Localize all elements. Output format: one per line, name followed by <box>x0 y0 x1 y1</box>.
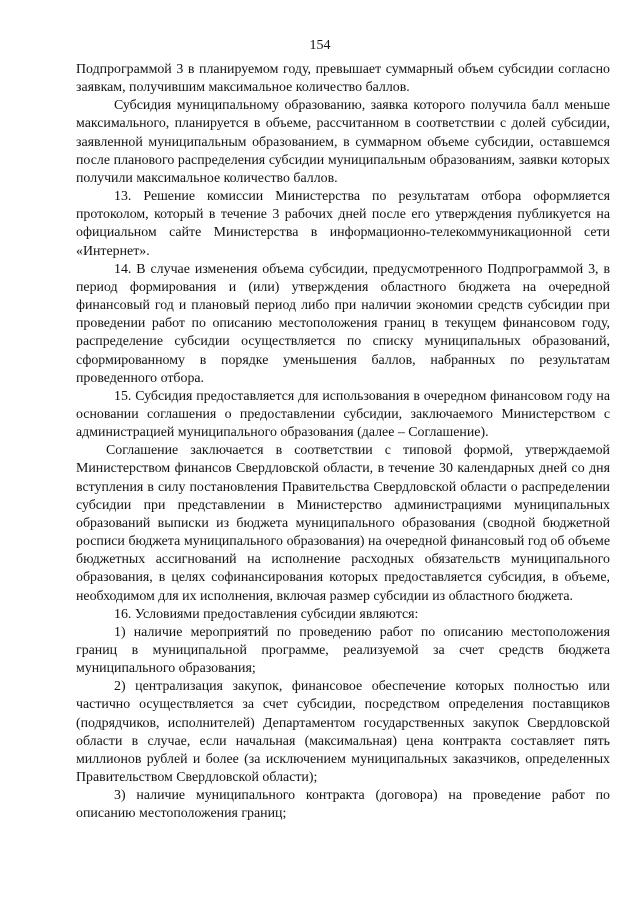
paragraph-item-15: 15. Субсидия предоставляется для использования в очередном финансовом году на основании соглашения о предоставлении субсидии, заключаемого Министерством с администрацией муниципального образования (далее – Соглашение). <box>76 388 610 441</box>
paragraph-continuation: Подпрограммой 3 в планируемом году, превышает суммарный объем субсидии согласно заявкам, получившим максимальное количество баллов. <box>76 62 610 96</box>
paragraph-condition-2: 2) централизация закупок, финансовое обеспечение которых полностью или частично осуществляется за счет субсидии, посредством определения поставщиков (подрядчиков, исполнителей) Департаментом государственных закупок Свердловской области в случае, если начальная (максимальная) цена контракта составляет пять миллионов рублей и более (за исключением муниципальных заказчиков, определенных Правительством Свердловской области); <box>76 679 610 786</box>
paragraph-item-13: 13. Решение комиссии Министерства по результатам отбора оформляется протоколом, который в течение 3 рабочих дней после его утверждения публикуется на официальном сайте Министерства в информационно-телекоммуникационной сети «Интернет». <box>76 189 610 259</box>
paragraph-condition-3: 3) наличие муниципального контракта (договора) на проведение работ по описанию местоположения границ; <box>76 788 610 822</box>
paragraph-item-14: 14. В случае изменения объема субсидии, предусмотренного Подпрограммой 3, в период формирования и (или) утверждения областного бюджета на очередной финансовый год и плановый период либо при наличии экономии средств субсидии при проведении работ по описанию местоположения границ в текущем финансовом году, распределение субсидии осуществляется по списку муниципальных образований, сформированному в порядке уменьшения баллов, набранных по результатам проведенного отбора. <box>76 261 610 386</box>
paragraph-agreement: Соглашение заключается в соответствии с типовой формой, утверждаемой Министерством финансов Свердловской области, в течение 30 календарных дней со дня вступления в силу постановления Правительства Свердловской области о распределении субсидии при представлении в Министерство администрациями муниципальных образований выписки из бюджета муниципального образования (сводной бюджетной росписи бюджета муниципального образования) на очередной финансовый год об объеме бюджетных ассигнований на исполнение расходных обязательств муниципального образования, в целях софинансирования которых предоставляется субсидия, в объеме, необходимом для их исполнения, включая размер субсидии из областного бюджета. <box>76 443 610 604</box>
page-number: 154 <box>309 38 331 53</box>
document-body <box>76 61 610 824</box>
paragraph-subsidy-below-max: Субсидия муниципальному образованию, заявка которого получила балл меньше максимального, планируется в объеме, рассчитанном в соответствии с долей субсидии, заявленной муниципальным образованием, в суммарном объеме субсидии, оставшемся после планового распределения субсидии муниципальным образованиям, заявки которых получили максимальное количество баллов. <box>76 98 610 186</box>
paragraph-item-16: 16. Условиями предоставления субсидии являются: <box>114 606 419 622</box>
paragraph-condition-1: 1) наличие мероприятий по проведению работ по описанию местоположения границ в муниципальной программе, реализуемой за счет средств бюджета муниципального образования; <box>76 624 610 677</box>
